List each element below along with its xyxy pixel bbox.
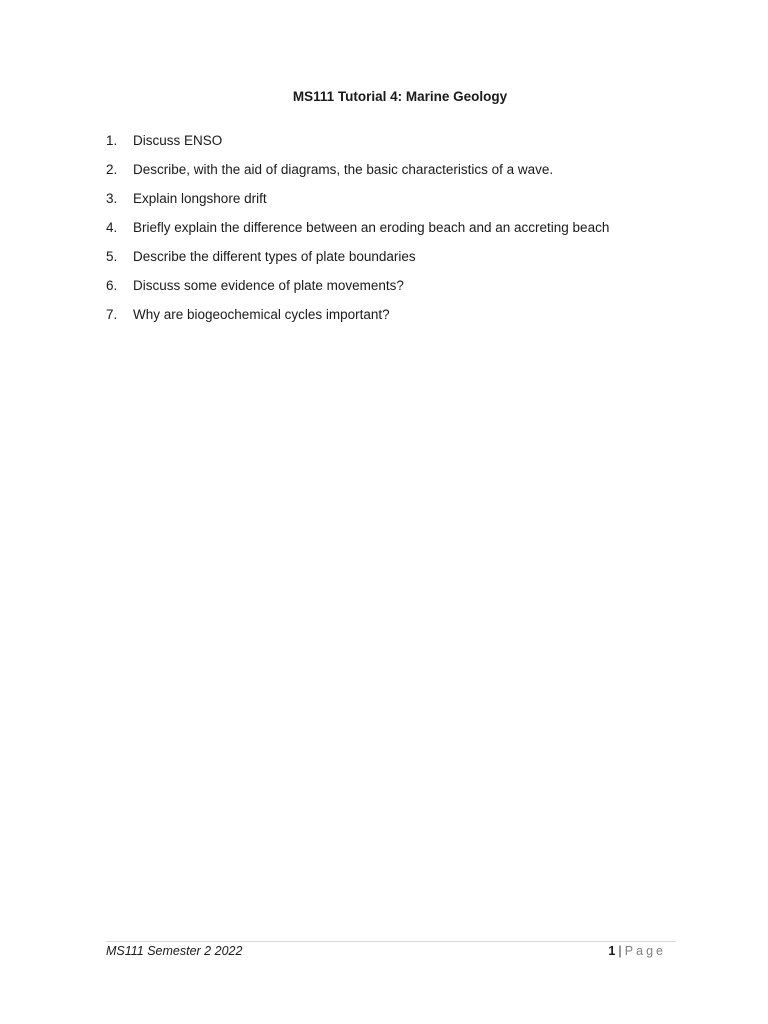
question-text: Explain longshore drift	[133, 191, 267, 206]
question-item	[106, 160, 706, 189]
question-text: Discuss ENSO	[133, 133, 223, 148]
question-list	[106, 131, 706, 334]
question-text: Why are biogeochemical cycles important?	[133, 307, 390, 322]
page-number: 1	[608, 944, 616, 958]
question-number: 5.	[106, 249, 118, 264]
question-item	[106, 189, 706, 218]
question-number: 4.	[106, 220, 118, 235]
question-item	[106, 131, 706, 160]
question-number: 7.	[106, 307, 118, 322]
question-text: Describe, with the aid of diagrams, the basic characteristics of a wave.	[133, 162, 554, 177]
footer-course-label: MS111 Semester 2 2022	[106, 944, 243, 958]
question-number: 6.	[106, 278, 118, 293]
question-item	[106, 305, 706, 334]
footer-page-indicator	[608, 944, 666, 958]
question-item	[106, 276, 706, 305]
question-text: Discuss some evidence of plate movements?	[133, 278, 404, 293]
footer-separator: |	[618, 944, 622, 958]
question-number: 2.	[106, 162, 118, 177]
question-item	[106, 218, 706, 247]
question-item	[106, 247, 706, 276]
page-word: Page	[624, 944, 666, 958]
page-footer	[106, 941, 676, 964]
question-text: Describe the different types of plate boundaries	[133, 249, 416, 264]
question-number: 3.	[106, 191, 118, 206]
question-text: Briefly explain the difference between an eroding beach and an accreting beach	[133, 220, 610, 235]
document-title: MS111 Tutorial 4: Marine Geology	[292, 89, 508, 104]
question-number: 1.	[106, 133, 118, 148]
